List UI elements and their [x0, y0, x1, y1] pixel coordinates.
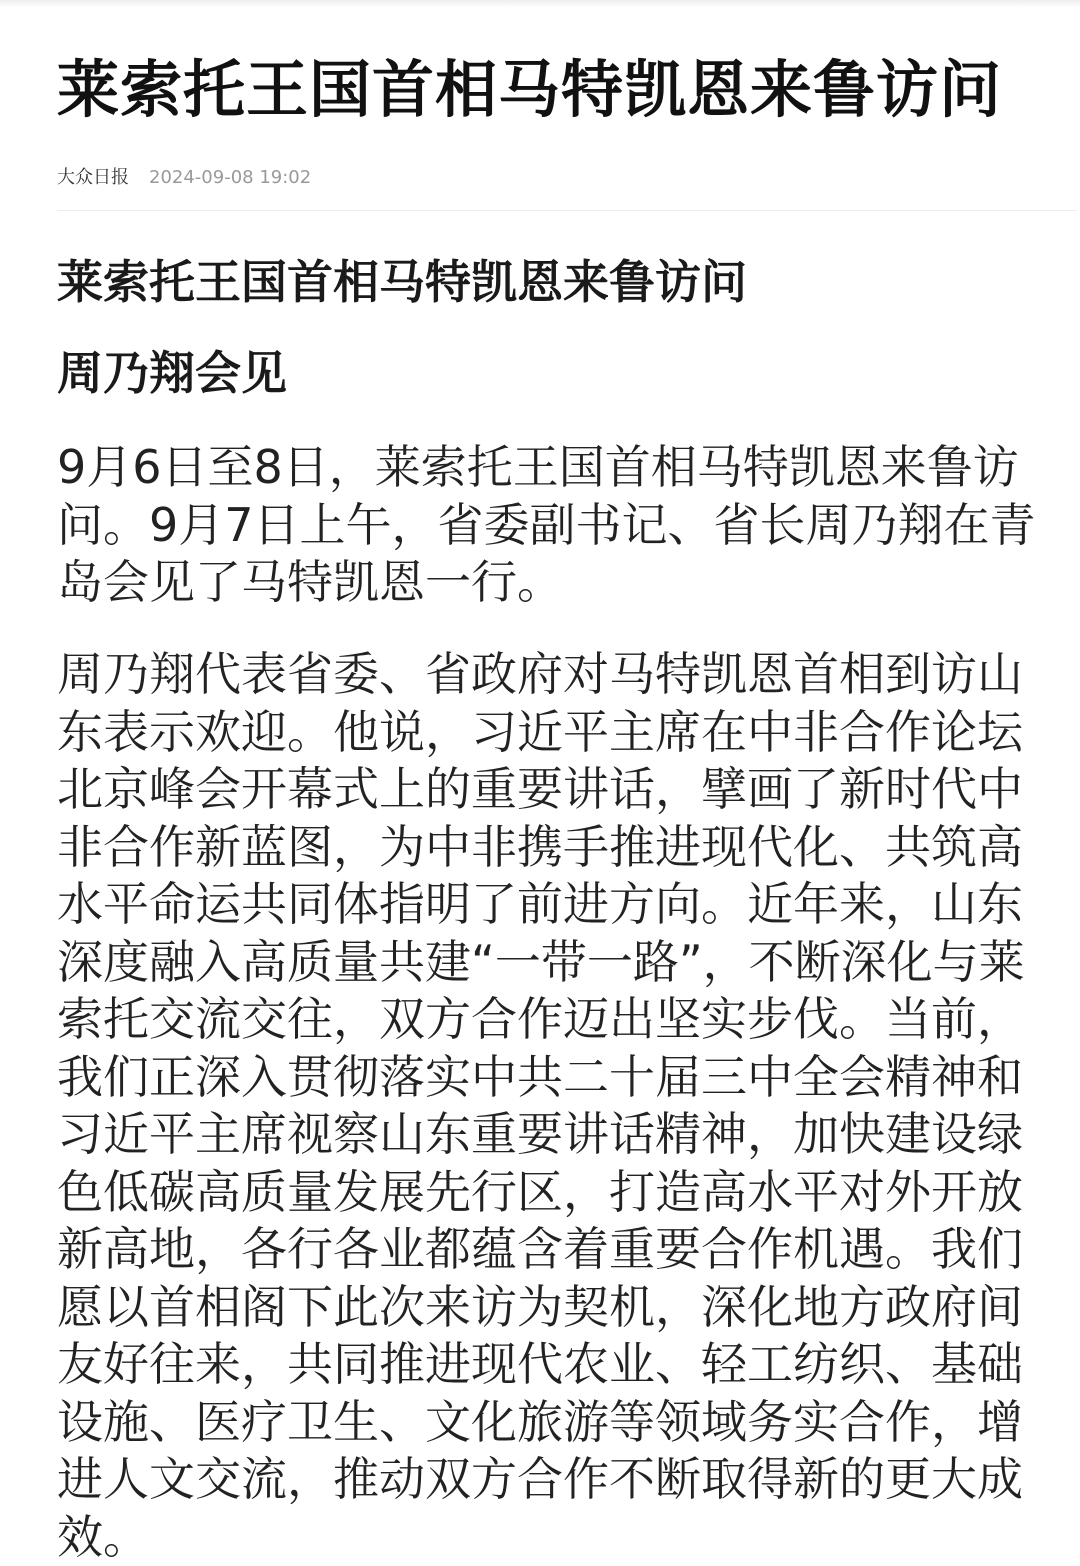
article-subheading: 莱索托王国首相马特凯恩来鲁访问	[57, 255, 747, 309]
article-paragraph: 9月6日至8日，莱索托王国首相马特凯恩来鲁访问。9月7日上午，省委副书记、省长周乃翔在青岛会见了马特凯恩一行。	[57, 440, 1036, 609]
article-subheading-meeting: 周乃翔会见	[57, 346, 287, 400]
article-source[interactable]: 大众日报	[57, 167, 129, 188]
article-timestamp: 2024-09-08 19:02	[149, 167, 312, 188]
article-meta	[57, 164, 311, 192]
top-shadow	[0, 0, 1080, 8]
article-paragraph: 周乃翔代表省委、省政府对马特凯恩首相到访山东表示欢迎。他说，习近平主席在中非合作论坛北京峰会开幕式上的重要讲话，擘画了新时代中非合作新蓝图，为中非携手推进现代化、共筑高水平命运共同体指明了前进方向。近年来，山东深度融入高质量共建“一带一路”，不断深化与莱索托交流交往，双方合作迈出坚实步伐。当前，我们正深入贯彻落实中共二十届三中全会精神和习近平主席视察山东重要讲话精神，加快建设绿色低碳高质量发展先行区，打造高水平对外开放新高地，各行各业都蕴含着重要合作机遇。我们愿以首相阁下此次来访为契机，深化地方政府间友好往来，共同推进现代农业、轻工纺织、基础设施、医疗卫生、文化旅游等领域务实合作，增进人文交流，推动双方合作不断取得新的更大成效。	[57, 647, 1025, 1564]
meta-divider	[57, 210, 1077, 211]
article-headline: 莱索托王国首相马特凯恩来鲁访问	[57, 53, 1003, 126]
